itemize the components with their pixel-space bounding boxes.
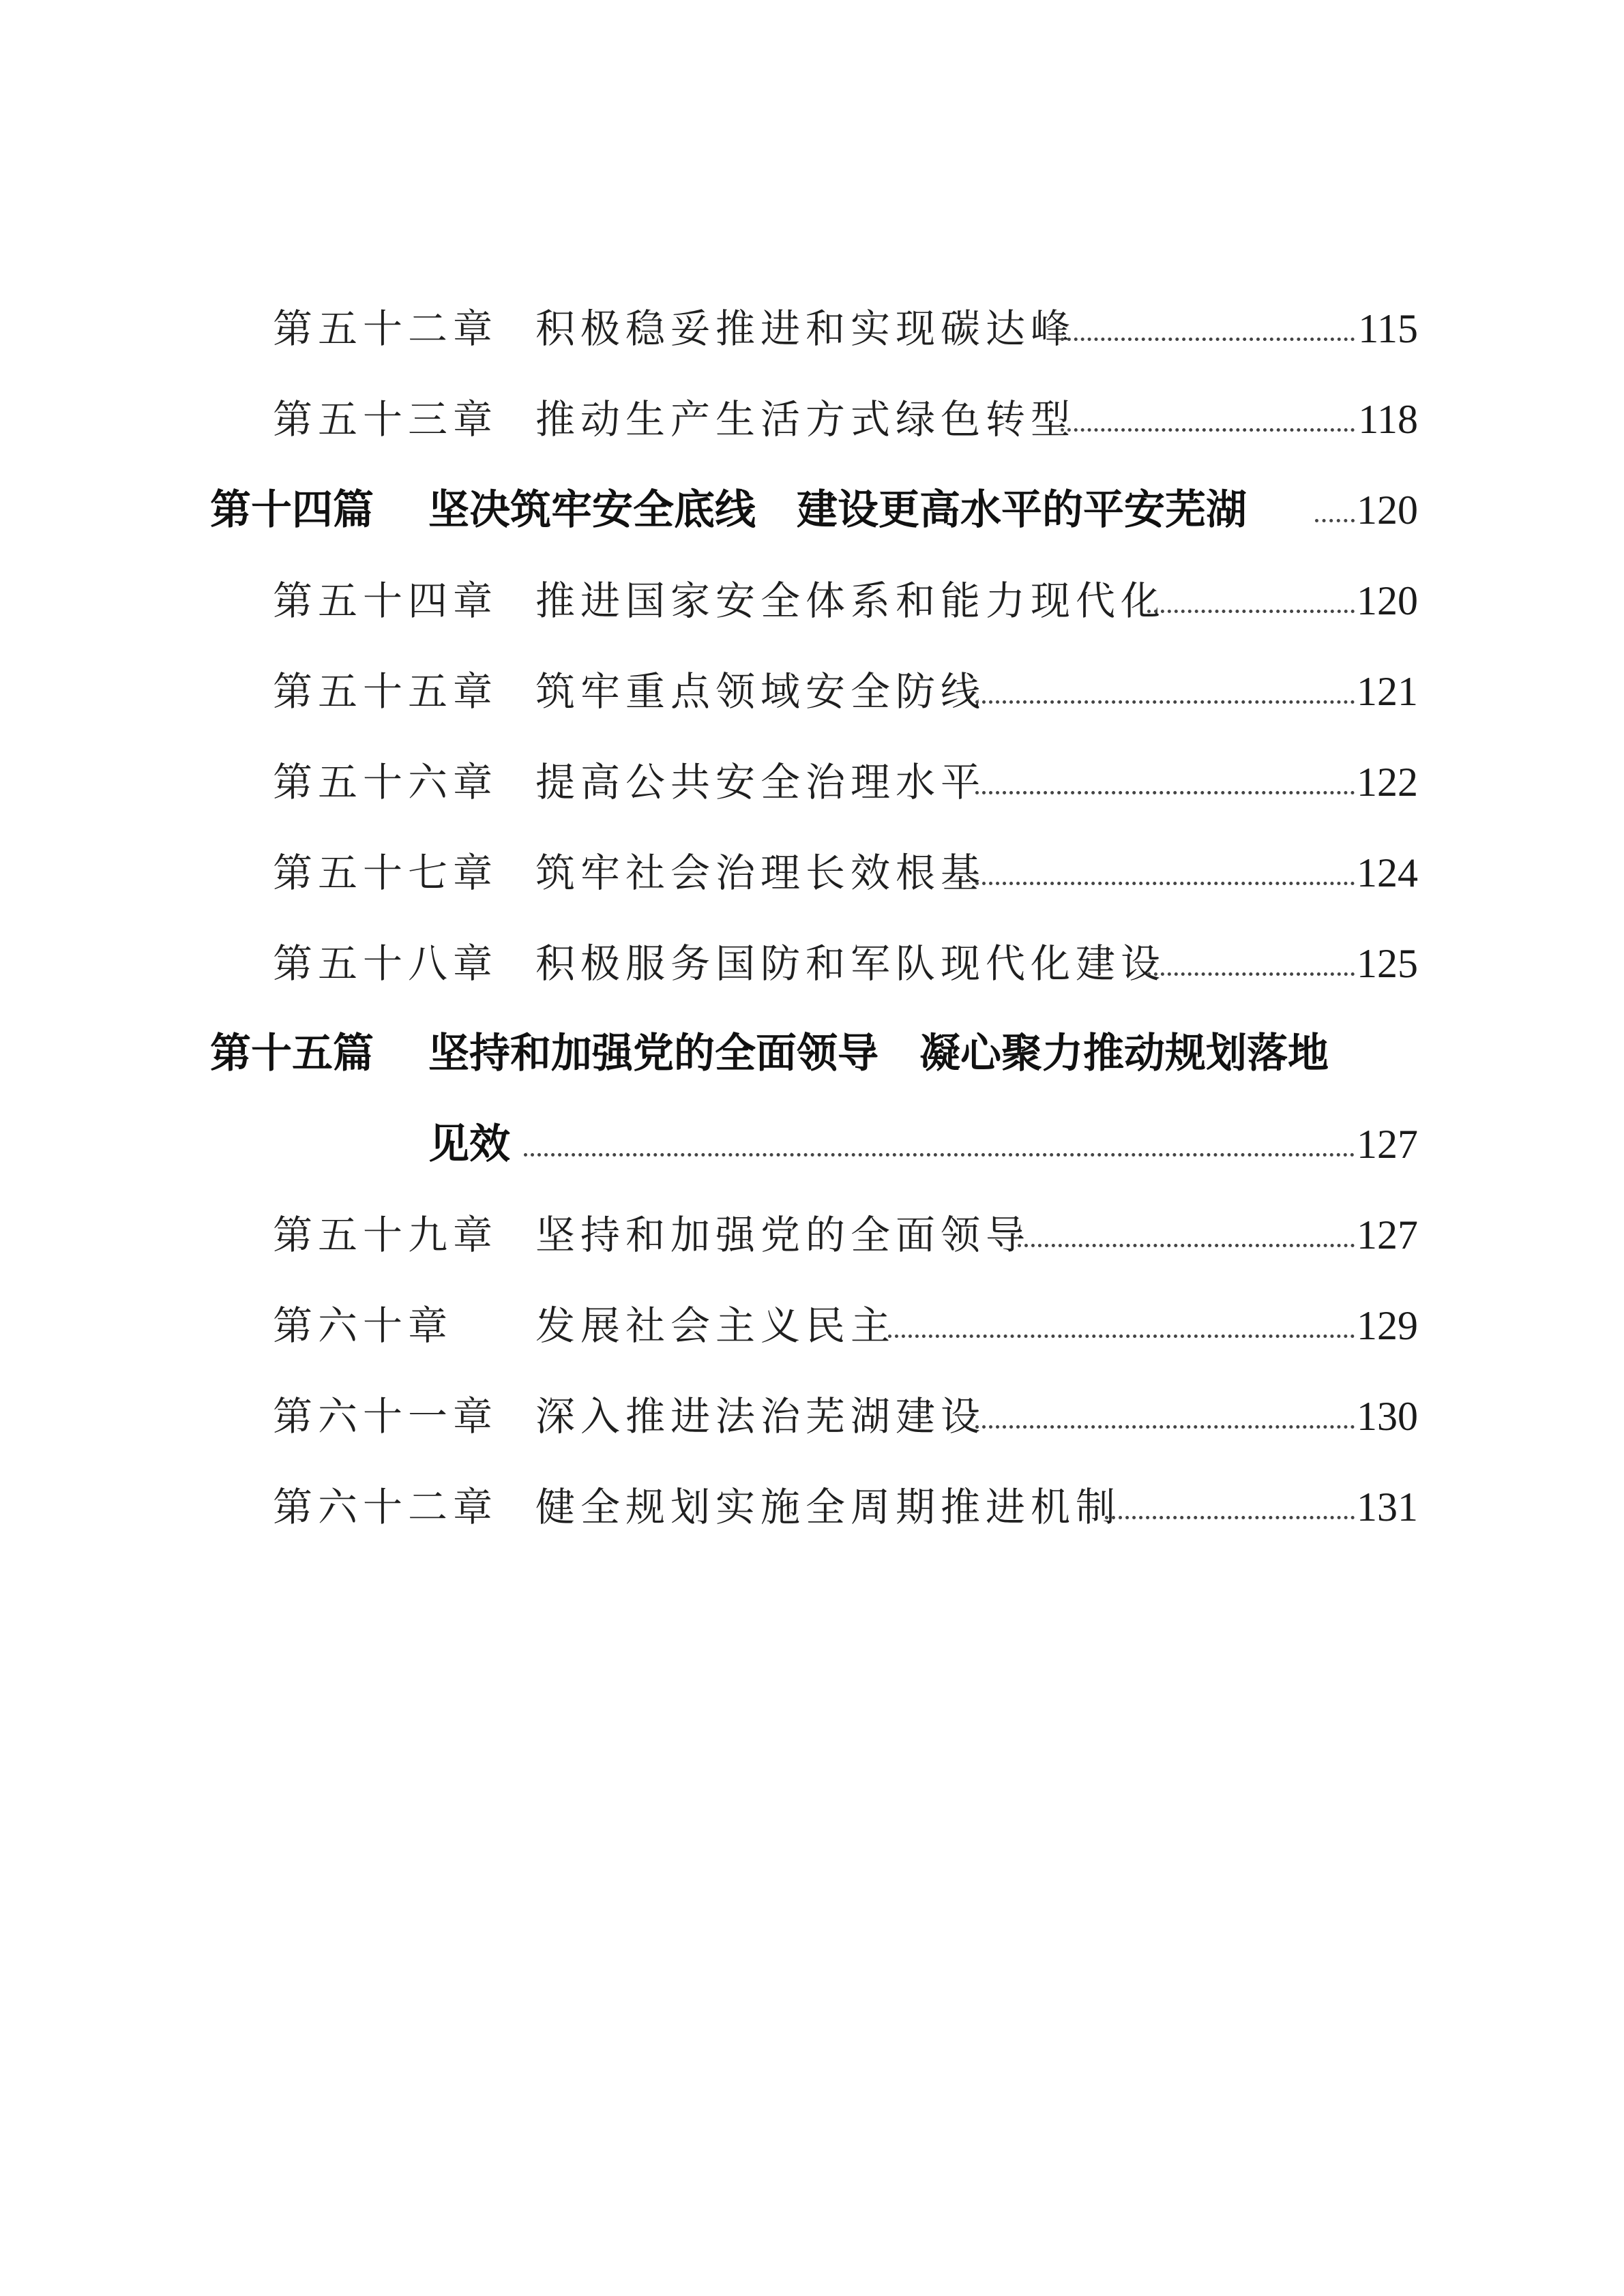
chapter-label: 第五十三章 (273, 396, 499, 443)
chapter-label: 第五十四章 (273, 578, 499, 624)
page-number: 120 (1357, 578, 1418, 623)
page-number: 131 (1357, 1485, 1418, 1530)
page-number: 130 (1357, 1394, 1418, 1439)
chapter-title: 坚持和加强党的全面领导 (535, 1212, 1031, 1258)
page-number: 115 (1358, 306, 1418, 351)
chapter-label: 第五十九章 (273, 1212, 499, 1258)
part-label: 第十五篇 (210, 1030, 374, 1077)
page-number: 120 (1357, 488, 1418, 533)
chapter-label: 第六十章 (273, 1302, 454, 1349)
chapter-label: 第五十七章 (273, 850, 499, 896)
page-number: 122 (1357, 760, 1418, 805)
toc-entry-chapter-55[interactable] (0, 661, 1624, 722)
chapter-label: 第五十二章 (273, 305, 499, 352)
part-title: 坚持和加强党的全面领导 凝心聚力推动规划落地 (428, 1030, 1329, 1077)
page-number: 121 (1357, 669, 1418, 714)
toc-entry-chapter-56[interactable] (0, 751, 1624, 813)
dot-leader (975, 700, 1355, 704)
page-number: 129 (1357, 1303, 1418, 1348)
chapter-label: 第六十二章 (273, 1484, 499, 1530)
page-number: 127 (1357, 1212, 1418, 1257)
chapter-title: 深入推进法治芜湖建设 (535, 1393, 986, 1440)
toc-entry-chapter-57[interactable] (0, 842, 1624, 904)
dot-leader (1061, 428, 1355, 432)
chapter-label: 第五十八章 (273, 940, 499, 987)
chapter-label: 第六十一章 (273, 1393, 499, 1440)
chapter-label: 第五十五章 (273, 668, 499, 715)
chapter-title: 筑牢重点领域安全防线 (535, 668, 986, 715)
toc-entry-chapter-53[interactable] (0, 389, 1624, 450)
toc-entry-part-15[interactable] (0, 1023, 1624, 1084)
dot-leader (975, 791, 1355, 794)
toc-entry-part-15-continuation[interactable] (0, 1114, 1624, 1175)
part-title-continuation: 见效 (428, 1120, 510, 1168)
toc-entry-chapter-60[interactable] (0, 1295, 1624, 1356)
dot-leader (1061, 338, 1355, 341)
dot-leader (1018, 1244, 1355, 1247)
chapter-title: 积极稳妥推进和实现碳达峰 (535, 305, 1076, 352)
part-label: 第十四篇 (210, 486, 374, 534)
dot-leader (975, 1425, 1355, 1429)
chapter-title: 筑牢社会治理长效根基 (535, 850, 986, 896)
toc-entry-chapter-58[interactable] (0, 933, 1624, 994)
page-number: 118 (1358, 397, 1418, 442)
dot-leader (1315, 519, 1355, 522)
chapter-title: 健全规划实施全周期推进机制 (535, 1484, 1121, 1530)
dot-leader (888, 1335, 1355, 1338)
part-title: 坚决筑牢安全底线 建设更高水平的平安芜湖 (428, 486, 1247, 534)
toc-entry-chapter-59[interactable] (0, 1204, 1624, 1266)
dot-leader (1147, 972, 1355, 976)
dot-leader (1147, 610, 1355, 613)
chapter-title: 推动生产生活方式绿色转型 (535, 396, 1076, 443)
chapter-title: 提高公共安全治理水平 (535, 759, 986, 805)
page-number: 124 (1357, 850, 1418, 895)
chapter-label: 第五十六章 (273, 759, 499, 805)
toc-entry-chapter-52[interactable] (0, 298, 1624, 359)
toc-entry-chapter-54[interactable] (0, 570, 1624, 631)
toc-entry-chapter-61[interactable] (0, 1386, 1624, 1447)
dot-leader (524, 1153, 1355, 1157)
chapter-title: 积极服务国防和军队现代化建设 (535, 940, 1166, 987)
chapter-title: 推进国家安全体系和能力现代化 (535, 578, 1166, 624)
dot-leader (1105, 1516, 1355, 1519)
dot-leader (975, 882, 1355, 885)
chapter-title: 发展社会主义民主 (535, 1302, 896, 1349)
page-number: 125 (1357, 941, 1418, 986)
toc-entry-chapter-62[interactable] (0, 1476, 1624, 1538)
page-number: 127 (1357, 1122, 1418, 1167)
toc-entry-part-14[interactable] (0, 479, 1624, 541)
